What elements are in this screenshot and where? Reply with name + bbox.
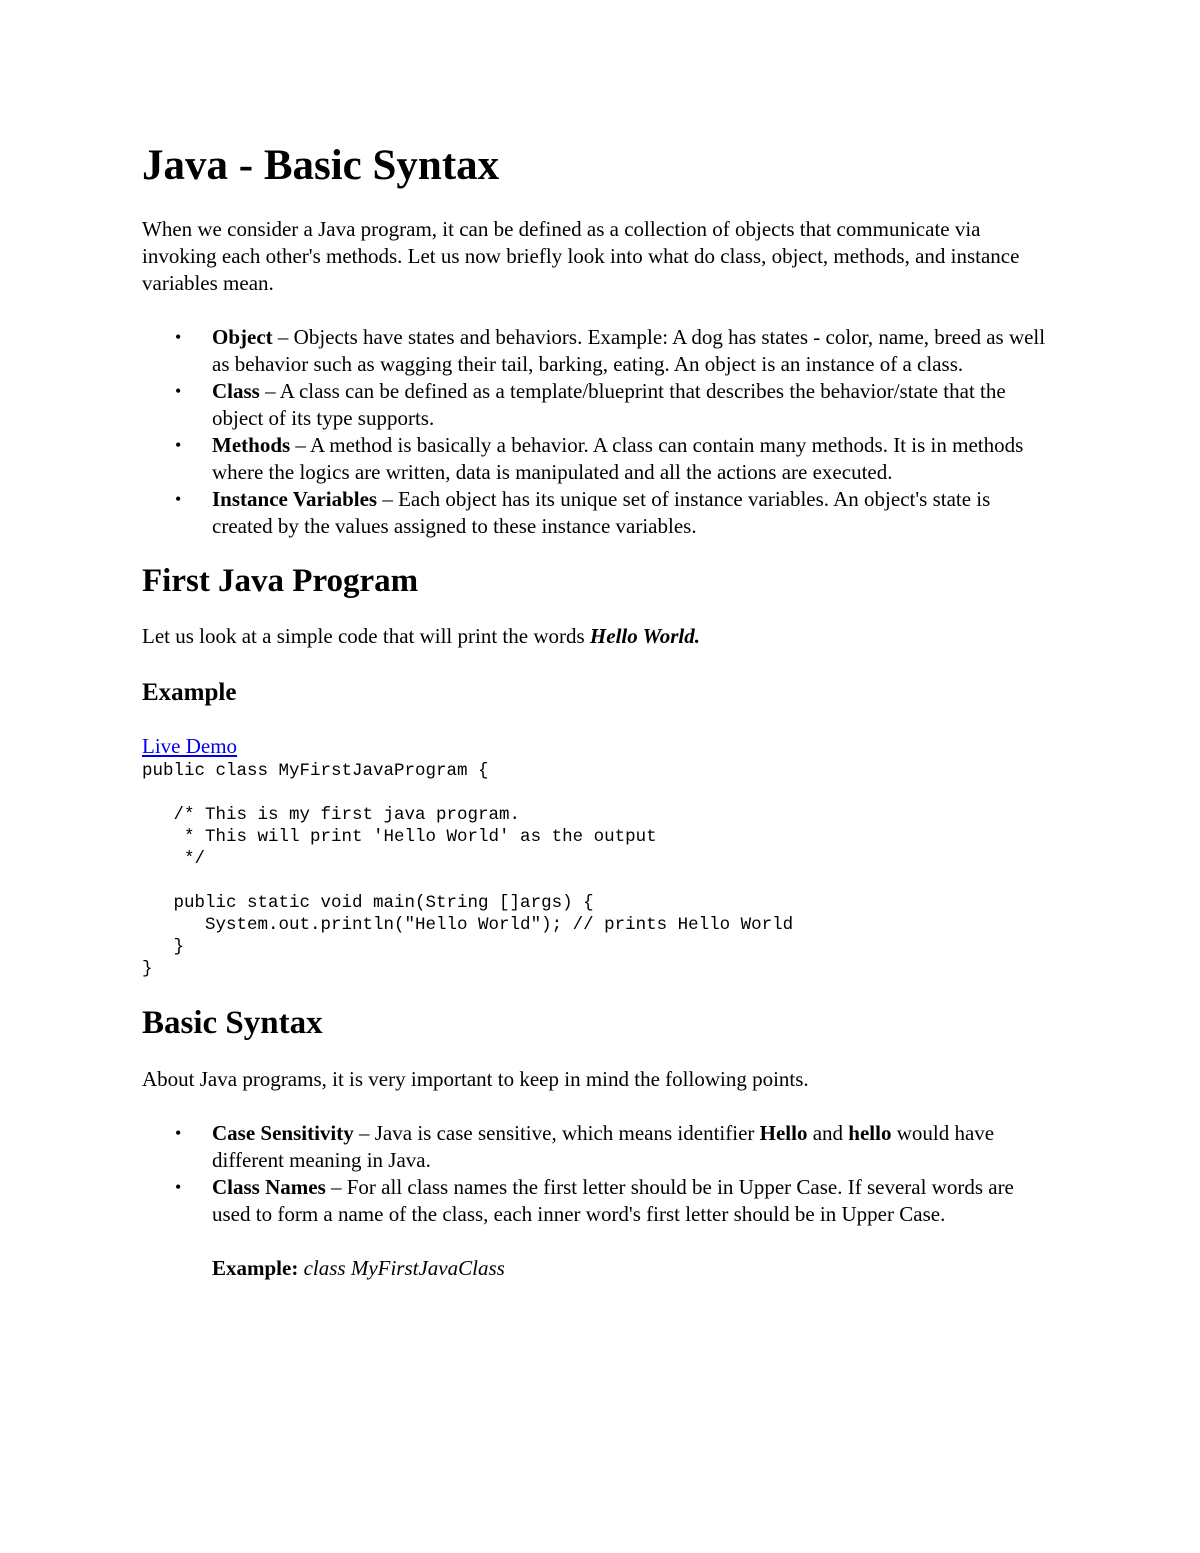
list-item [175, 324, 1052, 378]
class-names-term: Class Names [212, 1174, 326, 1199]
hello-upper: Hello [759, 1120, 808, 1145]
list-item [175, 486, 1052, 540]
page-title: Java - Basic Syntax [142, 142, 500, 189]
list-item [175, 432, 1052, 486]
dash: – [272, 324, 294, 349]
dash: – [325, 1174, 347, 1199]
bullet-icon: • [175, 1122, 182, 1143]
dash: – [377, 486, 399, 511]
example-label: Example: [212, 1255, 299, 1280]
basic-syntax-list [142, 1120, 1052, 1282]
case-desc: Java is case sensitive, which means identifier [374, 1120, 760, 1145]
class-name-example [212, 1255, 1052, 1282]
hello-lower: hello [848, 1120, 892, 1145]
concept-term: Object [212, 324, 273, 349]
document-page [142, 140, 1052, 1282]
example-value: class MyFirstJavaClass [303, 1255, 505, 1280]
bullet-icon: • [175, 434, 182, 455]
bullet-icon: • [175, 380, 182, 401]
first-program-text: Let us look at a simple code that will print the words [142, 624, 590, 649]
section-heading-basic-syntax: Basic Syntax [142, 1005, 323, 1042]
concept-desc: Objects have states and behaviors. Example: A dog has states - color, name, breed as well as behavior such as wagging their tail, barking, eating. An object is an instance of a class. [212, 324, 1046, 376]
bullet-icon: • [175, 488, 182, 509]
concept-desc: Each object has its unique set of instance variables. An object's state is created by the values assigned to these instance variables. [212, 486, 991, 538]
hello-world-emphasis: Hello World. [589, 624, 700, 649]
dash: – [353, 1120, 375, 1145]
class-names-desc: For all class names the first letter should be in Upper Case. If several words are used to form a name of the class, each inner word's first letter should be in Upper Case. [212, 1174, 1014, 1226]
basic-syntax-intro: About Java programs, it is very important to keep in mind the following points. [142, 1066, 809, 1091]
case-sensitivity-term: Case Sensitivity [212, 1120, 354, 1145]
bullet-icon: • [175, 326, 182, 347]
case-and: and [807, 1120, 849, 1145]
intro-paragraph: When we consider a Java program, it can be defined as a collection of objects that communicate via invoking each other's methods. Let us now briefly look into what do class, object, methods, and instance variables mean. [142, 216, 1020, 295]
code-block: public class MyFirstJavaProgram { /* This is my first java program. * This will print 'Hello World' as the output */ public static void main(String []args) { System.out.println("Hello World"); // prints Hello World } } [142, 761, 794, 980]
section-heading-first-program: First Java Program [142, 562, 419, 599]
case-desc-end: would have different meaning in Java. [212, 1120, 995, 1172]
list-item [175, 1174, 1052, 1282]
list-item [175, 1120, 1052, 1174]
dash: – [259, 378, 280, 403]
live-demo-link[interactable]: Live Demo [142, 734, 238, 759]
example-heading: Example [142, 679, 237, 707]
concept-term: Instance Variables [212, 486, 378, 511]
concept-term: Methods [212, 432, 291, 457]
dash: – [290, 432, 311, 457]
first-program-paragraph [142, 623, 1052, 650]
list-item [175, 378, 1052, 432]
concepts-list [142, 324, 1052, 540]
concept-desc: A method is basically a behavior. A class can contain many methods. It is in methods where the logics are written, data is manipulated and all the actions are executed. [212, 432, 1024, 484]
concept-term: Class [212, 378, 260, 403]
bullet-icon: • [175, 1176, 182, 1197]
concept-desc: A class can be defined as a template/blueprint that describes the behavior/state that the object of its type supports. [212, 378, 1006, 430]
